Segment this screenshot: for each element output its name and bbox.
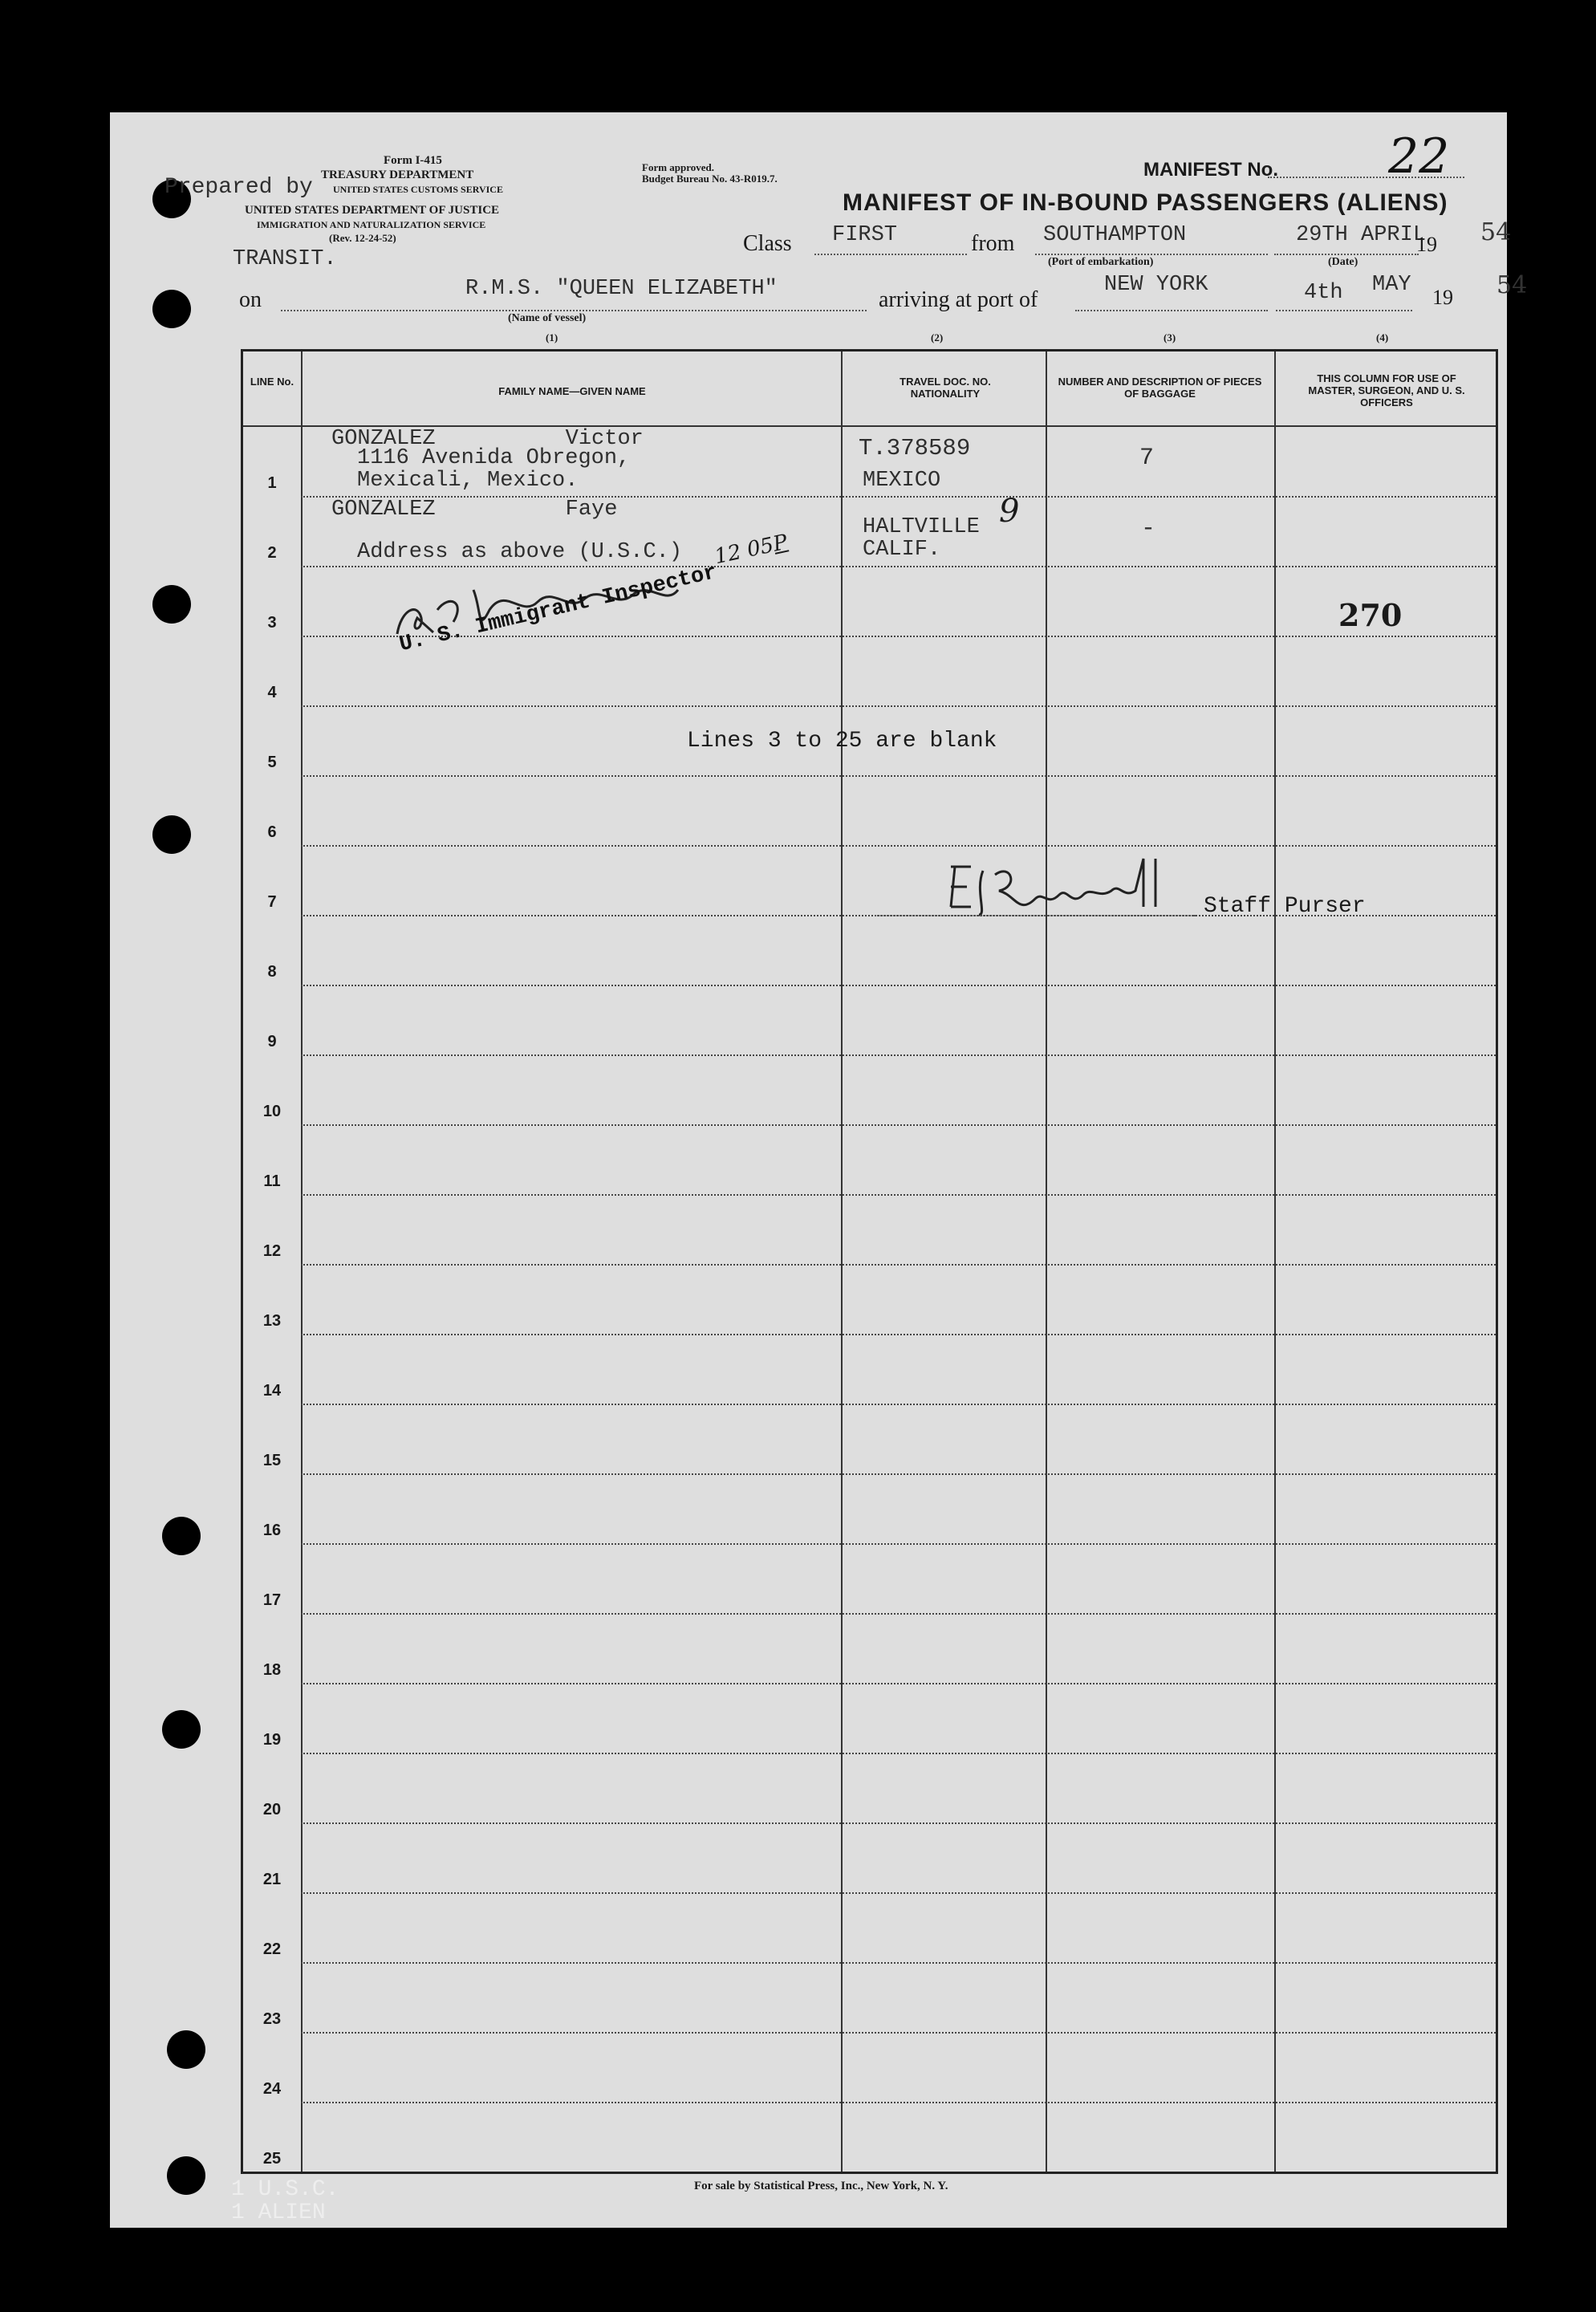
punch-hole [152,585,191,624]
table-row [243,1266,1496,1335]
table-row [243,1824,1496,1894]
table-row [243,1754,1496,1824]
table-row [243,1894,1496,1964]
arrival-port-value: NEW YORK [1104,273,1208,297]
table-row [243,1405,1496,1475]
ins: IMMIGRATION AND NATURALIZATION SERVICE [257,219,486,230]
purser-signature [939,851,1212,919]
arrival-year-value: 54 [1497,271,1528,299]
line-number: 19 [262,1731,282,1749]
line-number: 8 [267,963,277,981]
p1-address-1: 1116 Avenida Obregon, [357,446,631,470]
line-number: 10 [262,1103,282,1120]
line-number: 3 [267,614,277,632]
inspector-stamp: U. S. Immigrant Inspector [397,560,720,658]
line-number: 9 [267,1033,277,1050]
line-number: 18 [262,1661,282,1679]
justice-dept: UNITED STATES DEPARTMENT OF JUSTICE [245,204,500,217]
form-id: Form I-415 [384,154,442,167]
line-number: 4 [267,684,277,701]
p2-name: GONZALEZ Faye [331,498,618,522]
line-number: 2 [267,544,277,562]
line-number: 6 [267,823,277,841]
arriving-label: arriving at port of [879,287,1038,312]
arrival-port-line [1075,310,1268,311]
treasury-dept: TREASURY DEPARTMENT [321,169,474,181]
year-value: 54 [1480,218,1512,246]
table-row [243,777,1496,847]
table-row [243,1964,1496,2034]
transit-note: TRANSIT. [233,247,337,271]
punch-hole [167,2030,205,2069]
class-line [814,254,967,255]
col-head-line-no: LINE No. [250,376,294,388]
line-number: 17 [262,1591,282,1609]
table-row [243,1545,1496,1615]
class-label: Class [743,231,792,256]
from-value: SOUTHAMPTON [1043,223,1187,247]
purser-signature-line [875,915,1196,916]
line-number: 12 [262,1242,282,1260]
count-alien: 1 ALIEN [231,2200,326,2225]
vessel-value: R.M.S. "QUEEN ELIZABETH" [465,277,778,301]
port-embark-caption: (Port of embarkation) [1048,256,1154,268]
p2-handwritten-mark: 9 [999,493,1020,530]
table-row [243,1056,1496,1126]
punch-hole [167,2156,205,2195]
line-number: 21 [262,1871,282,1888]
col-num-1: (1) [546,331,558,343]
punch-hole [152,290,191,328]
prepared-by-label: Prepared by [164,175,313,200]
table-row [243,1475,1496,1545]
col-num-2: (2) [931,331,944,343]
table-row [243,2103,1496,2173]
year-prefix: 19 [1416,233,1437,256]
table-row [243,1684,1496,1754]
arrival-year-prefix: 19 [1432,286,1453,309]
table-row [243,986,1496,1056]
table-row [243,2034,1496,2103]
col-num-4: (4) [1376,331,1389,343]
col-num-3: (3) [1163,331,1176,343]
page-title: MANIFEST OF IN-BOUND PASSENGERS (ALIENS) [843,189,1448,216]
table-row [243,1196,1496,1266]
table-row [243,1126,1496,1196]
col-head-travel-doc: TRAVEL DOC. NO. NATIONALITY [900,376,991,400]
line-number: 7 [267,893,277,911]
p1-nationality: MEXICO [863,469,941,493]
manifest-no-value: 22 [1388,128,1450,185]
table-row [243,1335,1496,1405]
p2-address: Address as above (U.S.C.) [357,540,683,564]
p1-name: GONZALEZ Victor [331,427,644,451]
manifest-no-label: MANIFEST No. [1143,159,1278,181]
table-row [243,916,1496,986]
blank-lines-note: Lines 3 to 25 are blank [687,729,997,754]
printer-note: For sale by Statistical Press, Inc., New York, N. Y. [694,2180,948,2192]
line-number: 13 [262,1312,282,1330]
line-number: 15 [262,1452,282,1469]
form-approved: Form approved. [642,161,715,173]
p1-address-2: Mexicali, Mexico. [357,469,579,493]
on-label: on [239,287,262,312]
count-usc: 1 U.S.C. [231,2177,339,2202]
arrival-month-value: MAY [1372,273,1411,297]
p2-travel-doc-1: HALTVILLE [863,515,980,539]
line-number: 14 [262,1382,282,1400]
revision: (Rev. 12-24-52) [329,232,396,244]
date-value: 29TH APRIL [1296,223,1427,247]
line-number: 20 [262,1801,282,1818]
line-number: 23 [262,2010,282,2028]
col-head-baggage: NUMBER AND DESCRIPTION OF PIECES OF BAGGAGE [1058,376,1262,400]
punch-hole [152,815,191,854]
officer-mark: 270 [1338,597,1403,633]
p1-baggage: 7 [1139,445,1155,472]
line-number: 5 [267,754,277,771]
line-number: 24 [262,2080,282,2098]
purser-title: Staff Purser [1204,894,1366,919]
table-row [243,1615,1496,1684]
class-value: FIRST [832,223,898,247]
customs-service: UNITED STATES CUSTOMS SERVICE [333,184,503,195]
arrival-date-line [1276,310,1412,311]
arrival-day-value: 4th [1304,281,1343,305]
time-note-value: 12 05 [712,533,776,570]
vessel-caption: (Name of vessel) [508,312,587,324]
budget-bureau: Budget Bureau No. 43-R019.7. [642,173,778,185]
p2-baggage: - [1141,515,1156,542]
from-label: from [971,231,1015,256]
date-caption: (Date) [1328,256,1358,268]
p2-travel-doc-2: CALIF. [863,538,941,562]
col-head-officers: THIS COLUMN FOR USE OF MASTER, SURGEON, AND U. S. OFFICERS [1308,372,1465,408]
time-note-suffix: P [770,530,790,557]
col-head-name: FAMILY NAME—GIVEN NAME [498,385,646,397]
line-number: 1 [267,474,277,492]
line-number: 11 [263,1172,281,1190]
line-number: 16 [262,1522,282,1539]
p1-travel-doc: T.378589 [859,435,971,461]
line-number: 22 [262,1940,282,1958]
line-number: 25 [262,2150,282,2168]
punch-hole [162,1710,201,1749]
punch-hole [162,1517,201,1555]
